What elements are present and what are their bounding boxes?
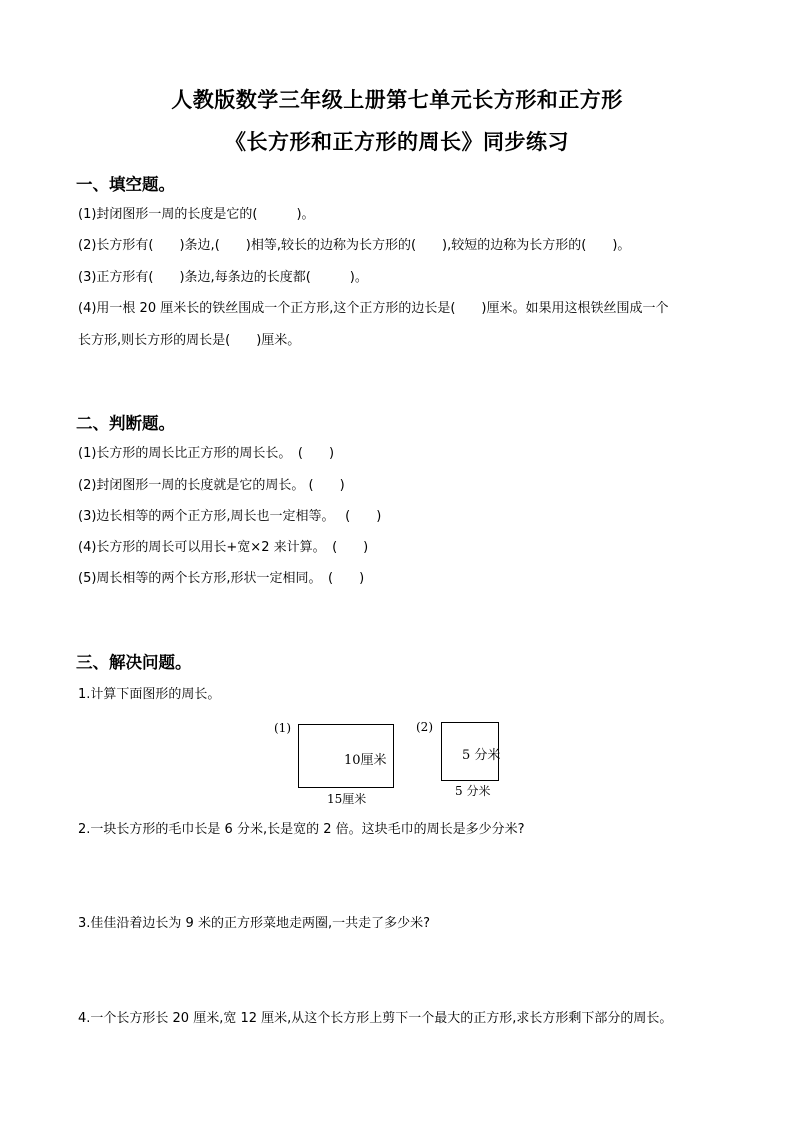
fill-item-4: (4)用一根 20 厘米长的铁丝围成一个正方形,这个正方形的边长是( )厘米。如果用这根铁丝围成一个 bbox=[78, 301, 669, 316]
judge-item-1: (1)长方形的周长比正方形的周长长。 ( ) bbox=[78, 446, 335, 461]
judge-item-5: (5)周长相等的两个长方形,形状一定相同。 ( ) bbox=[78, 571, 365, 586]
title-line-2: 《长方形和正方形的周长》同步练习 bbox=[225, 129, 569, 154]
fill-item-1: (1)封闭图形一周的长度是它的( )。 bbox=[78, 207, 315, 222]
fill-item-3: (3)正方形有( )条边,每条边的长度都( )。 bbox=[78, 270, 368, 285]
square-side-label: 5 分米 bbox=[462, 748, 501, 763]
fill-item-4-cont: 长方形,则长方形的周长是( )厘米。 bbox=[78, 333, 301, 348]
title-line-1: 人教版数学三年级上册第七单元长方形和正方形 bbox=[171, 87, 623, 112]
solve-question-4: 4.一个长方形长 20 厘米,宽 12 厘米,从这个长方形上剪下一个最大的正方形,求长方形剩下部分的周长。 bbox=[78, 1011, 673, 1026]
judge-item-2: (2)封闭图形一周的长度就是它的周长。 ( ) bbox=[78, 478, 345, 493]
figure-2-tag: (2) bbox=[416, 720, 433, 734]
judge-item-3: (3)边长相等的两个正方形,周长也一定相等。 ( ) bbox=[78, 509, 382, 524]
square-bottom-label: 5 分米 bbox=[455, 784, 491, 798]
solve-question-2: 2.一块长方形的毛巾长是 6 分米,长是宽的 2 倍。这块毛巾的周长是多少分米? bbox=[78, 822, 525, 837]
solve-question-3: 3.佳佳沿着边长为 9 米的正方形菜地走两圈,一共走了多少米? bbox=[78, 916, 430, 931]
figure-1-tag: (1) bbox=[274, 721, 291, 735]
section-fill-heading: 一、填空题。 bbox=[76, 175, 175, 194]
fill-item-2: (2)长方形有( )条边,( )相等,较长的边称为长方形的( ),较短的边称为长方形的( )。 bbox=[78, 238, 631, 253]
solve-question-1: 1.计算下面图形的周长。 bbox=[78, 687, 221, 702]
rectangle-height-label: 10厘米 bbox=[344, 753, 387, 768]
section-judge-heading: 二、判断题。 bbox=[76, 414, 175, 433]
rectangle-width-label: 15厘米 bbox=[327, 792, 367, 806]
judge-item-4: (4)长方形的周长可以用长+宽×2 来计算。 ( ) bbox=[78, 540, 369, 555]
section-solve-heading: 三、解决问题。 bbox=[76, 653, 192, 672]
